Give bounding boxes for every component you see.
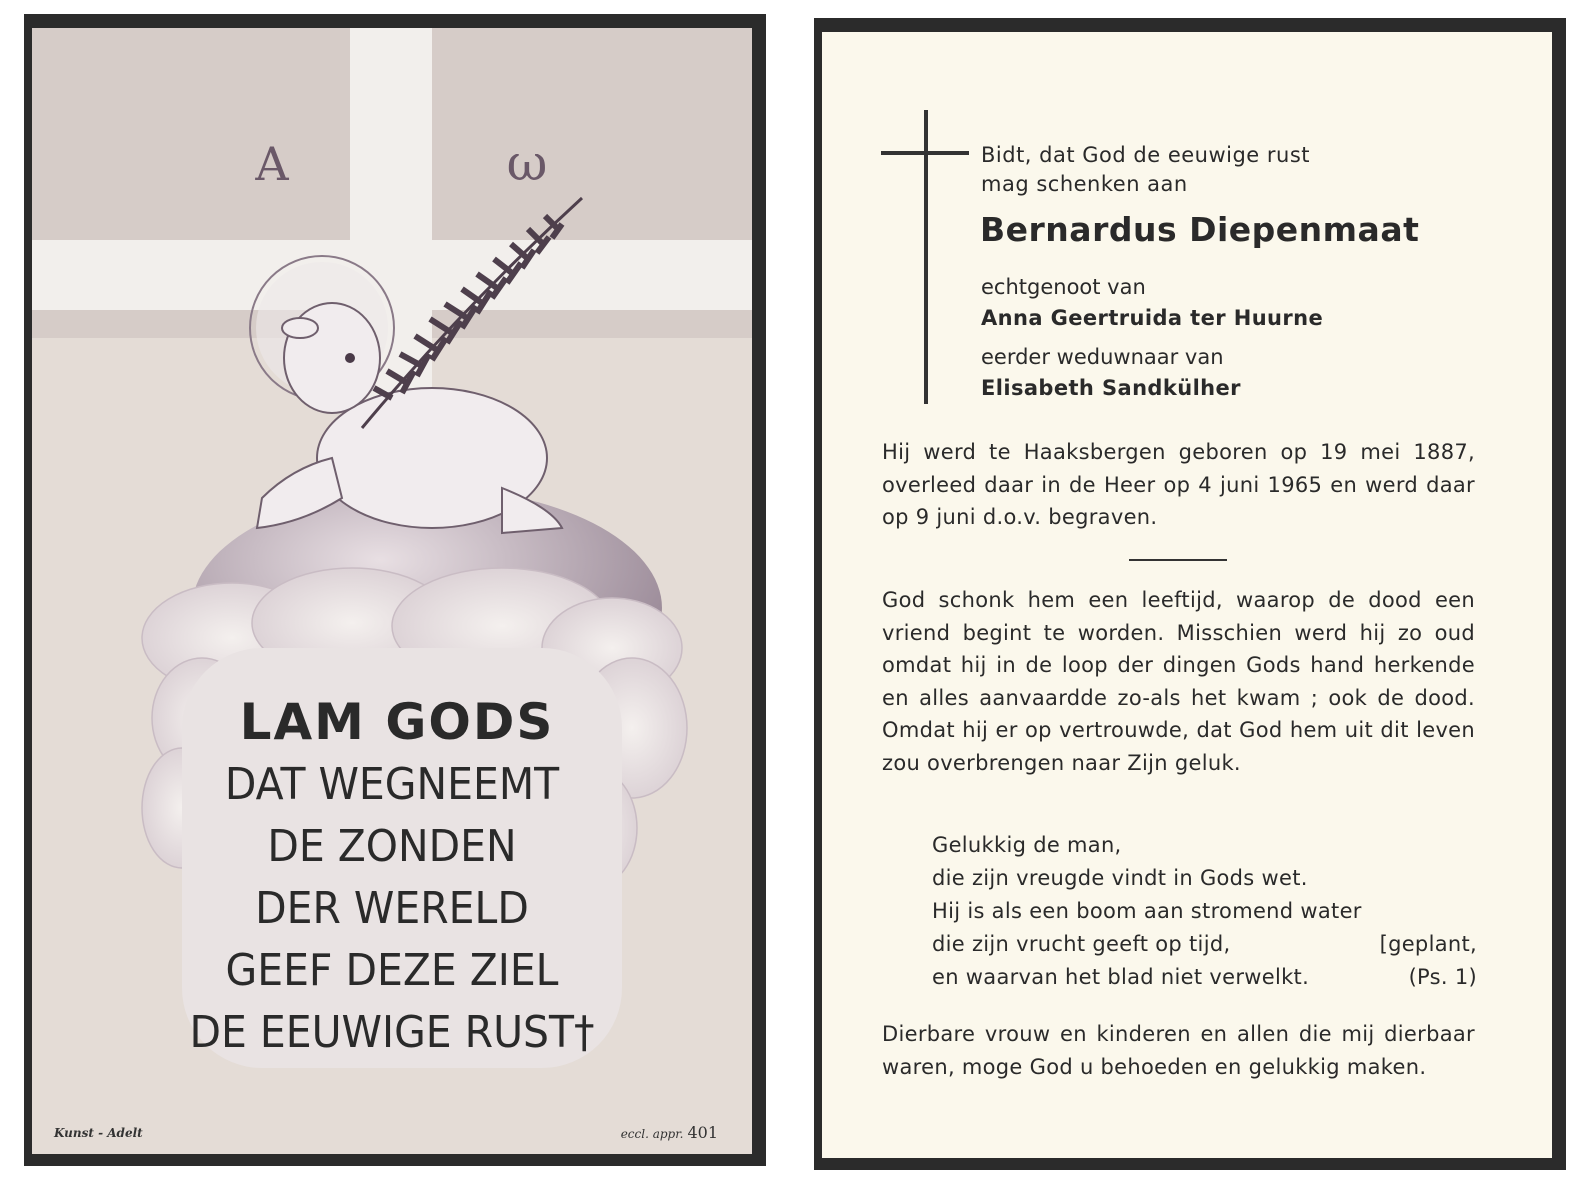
prayer-card-front — [24, 14, 766, 1166]
omega-symbol: ω — [506, 134, 548, 192]
psalm-quote — [932, 829, 1477, 994]
widower-label: eerder weduwnaar van — [981, 345, 1224, 369]
front-inscription — [32, 690, 752, 1064]
psalm-line-1: Gelukkig de man, — [932, 833, 1122, 857]
front-card-face — [32, 28, 752, 1154]
spouse-name: Anna Geertruida ter Huurne — [981, 306, 1324, 330]
spouse-label: echtgenoot van — [981, 275, 1146, 299]
psalm-line-4-continuation: [geplant, — [1379, 932, 1477, 956]
prayer-intro-line-1: Bidt, dat God de eeuwige rust — [981, 143, 1311, 167]
approval-note — [621, 1123, 718, 1142]
inscription-line-2: DE ZONDEN — [267, 821, 517, 872]
psalm-line-5-text: en waarvan het blad niet verwelkt. — [932, 965, 1310, 989]
approval-number: 401 — [687, 1123, 718, 1142]
deceased-name: Bernardus Diepenmaat — [980, 210, 1420, 249]
inscription-line-3: DER WERELD — [255, 883, 529, 934]
psalm-line-2: die zijn vreugde vindt in Gods wet. — [932, 866, 1308, 890]
inscription-title: LAM GODS — [239, 693, 555, 751]
former-spouse-name: Elisabeth Sandkülher — [981, 376, 1241, 400]
psalm-line-5 — [932, 961, 1477, 994]
inscription-line-5: DE EEUWIGE RUST† — [189, 1007, 595, 1058]
publisher-credit: Kunst - Adelt — [54, 1126, 143, 1140]
approval-label: eccl. appr. — [620, 1127, 684, 1141]
prayer-intro-line-2: mag schenken aan — [981, 172, 1188, 196]
alpha-symbol: A — [255, 137, 289, 191]
reflection-paragraph: God schonk hem een leeftijd, waarop de dood een vriend begint te worden. Misschien werd hij zo oud omdat hij in de loop der dingen Gods hand herkende en alles aanvaardde zo-als het kwam ; ook de dood. Omdat hij er op vertrouwde, dat God hem uit dit leven zou overbrengen naar Zijn geluk. — [882, 588, 1475, 775]
psalm-reference: (Ps. 1) — [1408, 965, 1477, 989]
psalm-line-4-text: die zijn vrucht geeft op tijd, — [932, 932, 1231, 956]
prayer-intro — [981, 141, 1310, 199]
cross-icon-bar — [881, 151, 969, 155]
farewell-paragraph: Dierbare vrouw en kinderen en allen die mij dierbaar waren, moge God u behoeden en gelukkig maken. — [882, 1022, 1475, 1079]
psalm-line-3: Hij is als een boom aan stromend water — [932, 899, 1362, 923]
prayer-card-back — [814, 18, 1566, 1170]
inscription-line-4: GEEF DEZE ZIEL — [225, 945, 559, 996]
back-card-face — [822, 32, 1552, 1158]
life-dates-paragraph: Hij werd te Haaksbergen geboren op 19 mei 1887, overleed daar in de Heer op 4 juni 1965 en werd daar op 9 juni d.o.v. begraven. — [882, 440, 1475, 529]
inscription-line-1: DAT WEGNEEMT — [224, 759, 560, 810]
divider — [1129, 559, 1227, 561]
psalm-line-4 — [932, 928, 1477, 961]
